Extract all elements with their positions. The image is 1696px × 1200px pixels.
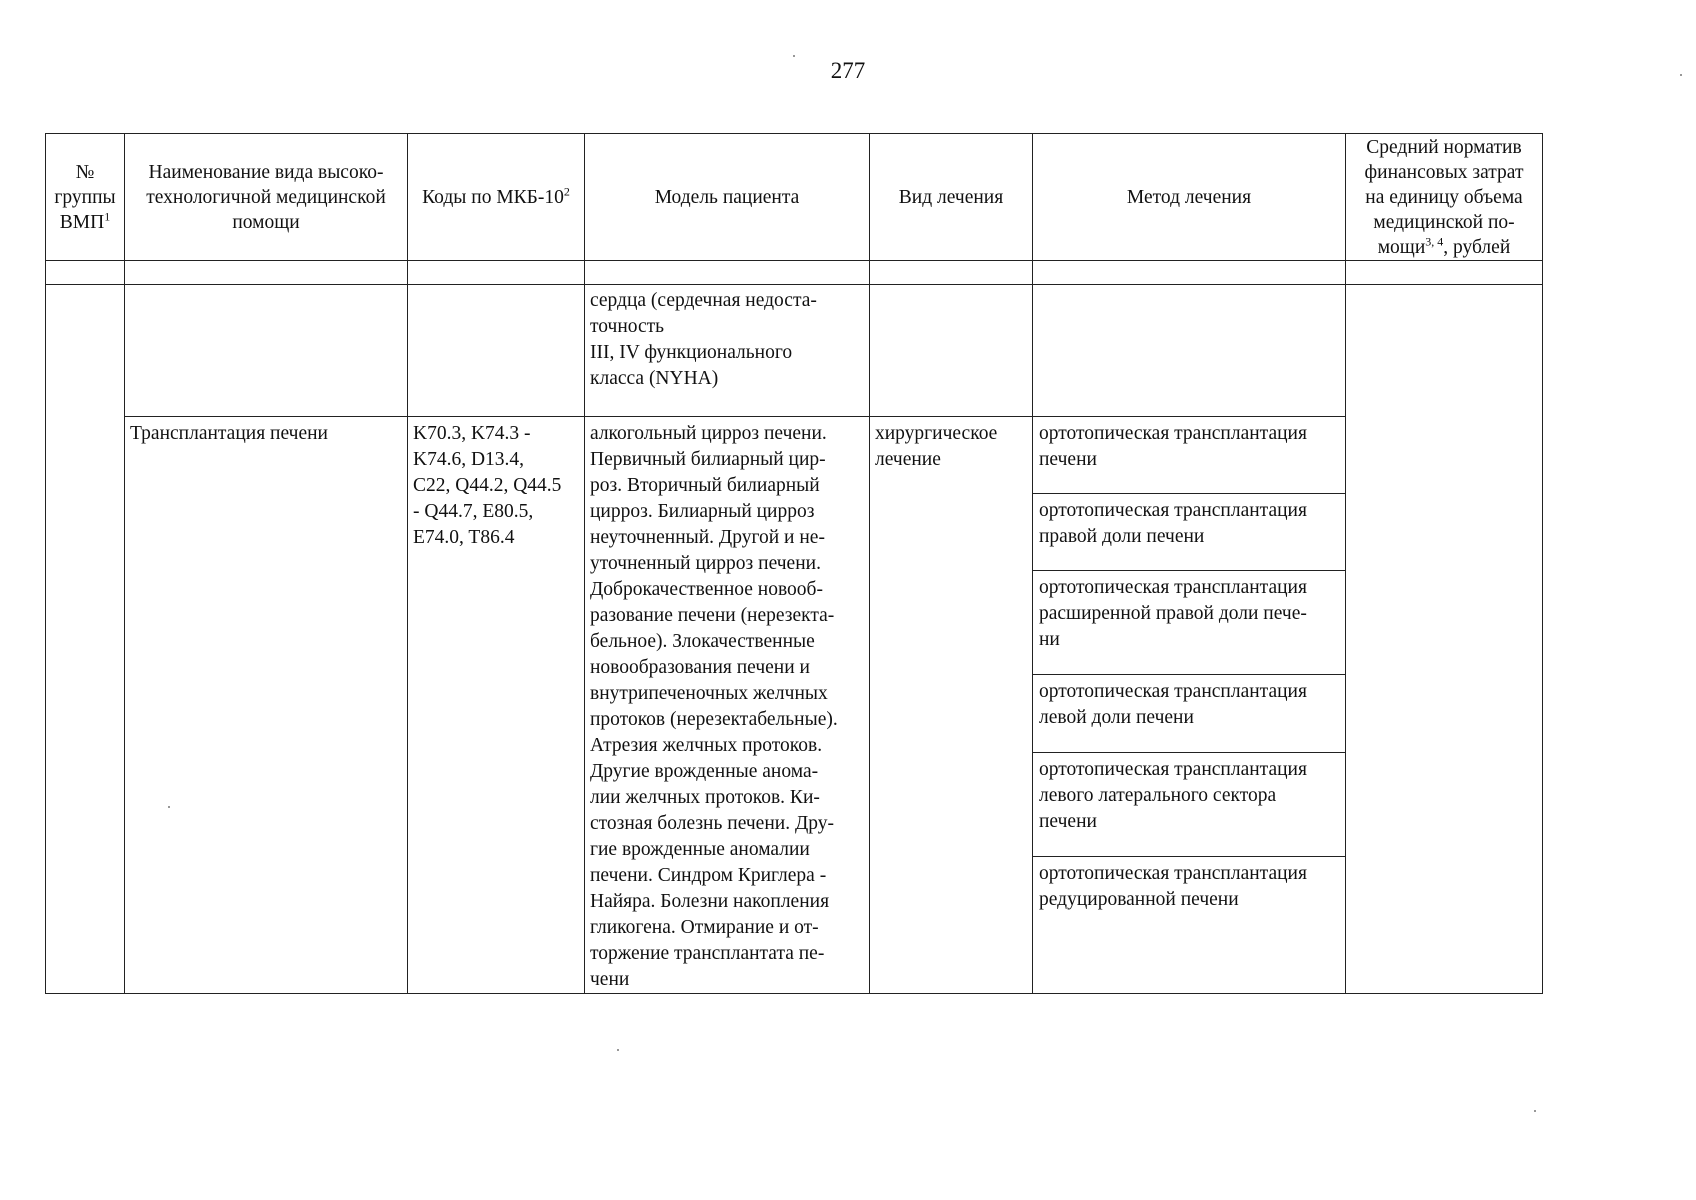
method-item: ортотопическая трансплантация редуцированной печени — [1039, 863, 1307, 910]
page-number: 277 — [830, 58, 866, 83]
header-patient-model: Модель пациента — [585, 134, 870, 261]
cell-treatment-methods — [1033, 417, 1346, 994]
scan-speck — [1680, 74, 1682, 76]
header-row — [46, 134, 1543, 261]
cell-cost — [1346, 285, 1543, 994]
scan-speck — [617, 1049, 619, 1051]
cell-patient-model: алкогольный цирроз печени. Первичный билиарный цир- роз. Вторичный билиарный цирроз. Билиарный цирроз неуточненный. Другой и не- уточненный цирроз печени. Доброкачественное новооб- разование печени (нерезекта- бельное). Злокачественные новообразования печени и внутрипеченочных желчных протоков (нерезектабельные). Атрезия желчных протоков. Другие врожденные анома- лии желчных протоков. Ки- стозная болезнь печени. Дру- гие врожденные аномалии печени. Синдром Криглера - Найяра. Болезни накопления гликогена. Отмирание и от- торжение трансплантата пе- чени — [585, 417, 870, 994]
scan-speck — [168, 806, 170, 808]
cell-patient-model-continuation: сердца (сердечная недоста- точность III, IV функционального класса (NYHA) — [585, 285, 870, 417]
cell-group-number — [46, 285, 125, 994]
header-treatment-method: Метод лечения — [1033, 134, 1346, 261]
method-item: ортотопическая трансплантация печени — [1033, 417, 1345, 494]
header-care-type: Наименование вида высоко- технологичной медицинской помощи — [125, 134, 408, 261]
scan-speck — [1534, 1110, 1536, 1112]
cell-care-type: Трансплантация печени — [125, 417, 408, 994]
cell-treatment-type: хирургическое лечение — [870, 417, 1033, 994]
table-row — [46, 285, 1543, 417]
method-item: ортотопическая трансплантация правой доли печени — [1033, 494, 1345, 571]
method-item: ортотопическая трансплантация левого латерального сектора печени — [1033, 753, 1345, 857]
spacer-row — [46, 261, 1543, 285]
header-cost: Средний норматив финансовых затрат на единицу объема медицинской по- мощи$^{3, 4}$, рублей — [1346, 134, 1543, 261]
cell-icd-codes: K70.3, K74.3 - K74.6, D13.4, C22, Q44.2, Q44.5 - Q44.7, E80.5, E74.0, T86.4 — [408, 417, 585, 994]
method-item: ортотопическая трансплантация расширенной правой доли пече- ни — [1033, 571, 1345, 675]
header-icd-codes: Коды по МКБ-$10^2$ — [408, 134, 585, 261]
medical-care-table — [45, 133, 1543, 994]
header-group-number: № группы ВМП$^1$ — [46, 134, 125, 261]
header-treatment-type: Вид лечения — [870, 134, 1033, 261]
method-item: ортотопическая трансплантация левой доли печени — [1033, 675, 1345, 753]
table-row — [46, 417, 1543, 994]
scan-speck — [793, 55, 795, 57]
